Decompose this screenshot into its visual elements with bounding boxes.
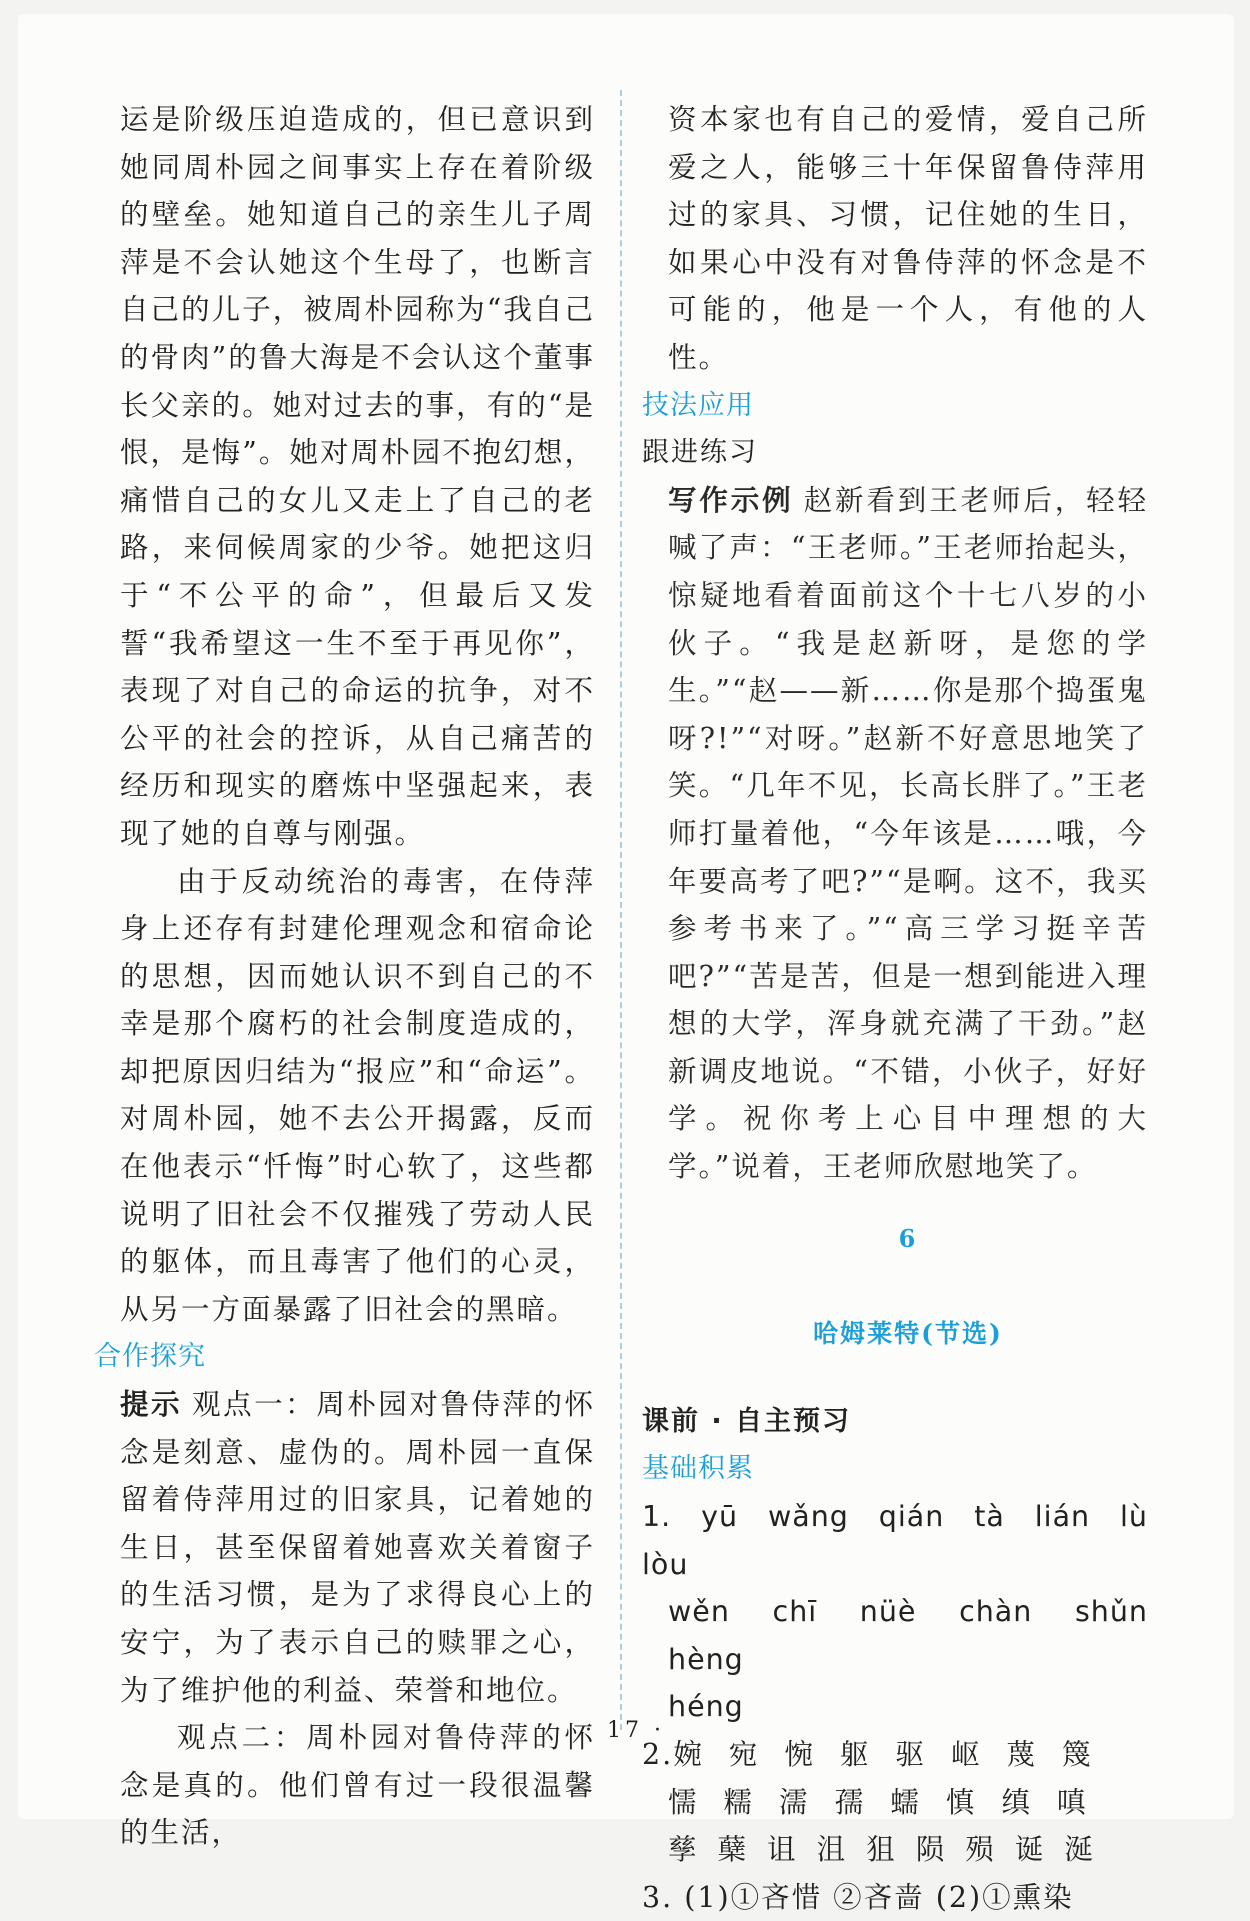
view-two-paragraph: 观点二：周朴园对鲁侍萍的怀念是真的。他们曾有过一段很温馨的生活， <box>120 1721 595 1850</box>
answer-2-line-2: 懦 糯 濡 孺 蠕 慎 缜 嗔 <box>668 1785 1088 1819</box>
hint-label: 提示 <box>120 1388 183 1422</box>
answer-1-line-1 <box>642 1493 1148 1588</box>
left-paragraph-2: 由于反动统治的毒害，在侍萍身上还存有封建伦理观念和宿命论的思想，因而她认识不到自己的不幸是那个腐朽的社会制度造成的，却把原因归结为“报应”和“命运”。对周朴园，她不去公开揭露，反而在他表示“忏悔”时心软了，这些都说明了旧社会不仅摧残了劳动人民的躯体，而且毒害了他们的心灵，从另一方面暴露了旧社会的黑暗。 <box>120 864 595 1326</box>
hint-paragraph <box>120 1381 595 1714</box>
answer-1-line-3: héng <box>668 1690 744 1724</box>
page-number: · 17 · <box>585 1718 665 1743</box>
answer-1-line-2: wěn chī nüè chàn shǔn hèng <box>668 1595 1148 1676</box>
section-heading-basics: 基础积累 <box>642 1453 754 1485</box>
lesson-title: 哈姆莱特(节选) <box>813 1319 1003 1349</box>
answer-2-line-3: 孳 蘖 诅 沮 狙 陨 殒 诞 涎 <box>668 1833 1094 1867</box>
answer-2-chars-a: 婉 宛 惋 躯 驱 岖 蔑 篾 <box>673 1738 1093 1771</box>
writing-example-text: 赵新看到王老师后，轻轻喊了声：“王老师。”王老师抬起头，惊疑地看着面前这个十七八岁的小伙子。“我是赵新呀，是您的学生。”“赵——新……你是那个捣蛋鬼呀?!”“对呀。”赵新不好意思地笑了笑。“几年不见，长高长胖了。”王老师打量着他，“今年该是……哦，今年要高考了吧?”“是啊。这不，我买参考书来了。”“高三学习挺辛苦吧?”“苦是苦，但是一想到能进入理想的大学，浑身就充满了干劲。”赵新调皮地说。“不错，小伙子，好好学。祝你考上心目中理想的大学。”说着，王老师欣慰地笑了。 <box>668 483 1148 1184</box>
subheading-practice: 跟进练习 <box>642 437 758 469</box>
answer-1-number: 1. <box>642 1500 672 1534</box>
column-divider <box>620 90 622 1730</box>
writing-example-paragraph <box>668 477 1148 1191</box>
answer-3-line: 3. (1)①吝惜 ②吝啬 (2)①熏染 <box>642 1880 1074 1914</box>
left-column <box>94 96 595 1857</box>
answer-2-number: 2. <box>642 1738 674 1771</box>
right-paragraph-1: 资本家也有自己的爱情，爱自己所爱之人，能够三十年保留鲁侍萍用过的家具、习惯，记住她的生日，如果心中没有对鲁侍萍的怀念是不可能的，他是一个人，有他的人性。 <box>668 103 1148 374</box>
section-heading-preview: 课前 · 自主预习 <box>642 1405 852 1437</box>
section-heading-cooperation: 合作探究 <box>94 1341 206 1373</box>
lesson-number: 6 <box>898 1223 918 1253</box>
left-paragraph-1: 运是阶级压迫造成的，但已意识到她同周朴园之间事实上存在着阶级的壁垒。她知道自己的亲生儿子周萍是不会认她这个生母了，也断言自己的儿子，被周朴园称为“我自己的骨肉”的鲁大海是不会认这个董事长父亲的。她对过去的事，有的“是恨，是悔”。她对周朴园不抱幻想，痛惜自己的女儿又走上了自己的老路，来伺候周家的少爷。她把这归于“不公平的命”，但最后又发誓“我希望这一生不至于再见你”，表现了对自己的命运的抗争，对不公平的社会的控诉，从自己痛苦的经历和现实的磨炼中坚强起来，表现了她的自尊与刚强。 <box>120 103 595 850</box>
right-column <box>642 96 1148 1921</box>
hint-text: 观点一：周朴园对鲁侍萍的怀念是刻意、虚伪的。周朴园一直保留着侍萍用过的旧家具，记着她的生日，甚至保留着她喜欢关着窗子的生活习惯，是为了求得良心上的安宁，为了表示自己的赎罪之心，为了维护他的利益、荣誉和地位。 <box>120 1388 595 1707</box>
writing-example-label: 写作示例 <box>668 483 794 517</box>
answer-1-pinyin-a: yū wǎng qián tà lián lù lòu <box>642 1500 1148 1581</box>
section-heading-technique: 技法应用 <box>642 389 754 421</box>
